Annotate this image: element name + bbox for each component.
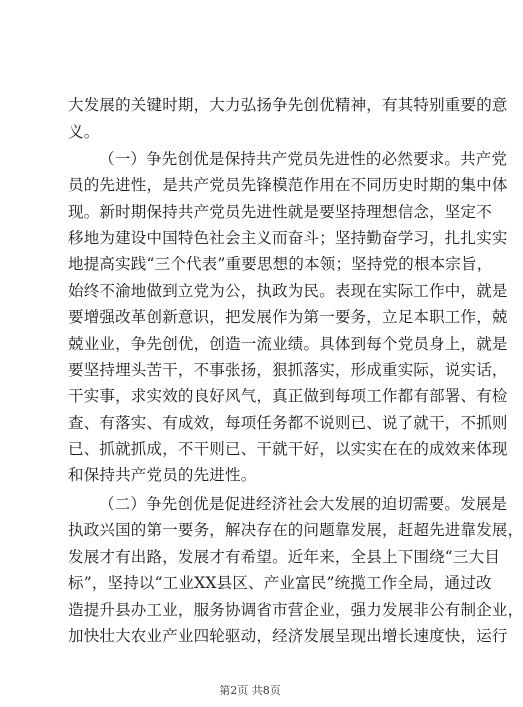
text-line: 员的先进性，是共产党员先锋模范作用在不同历史时期的集中体: [68, 176, 508, 194]
text-line: 查、有落实、有成效，每项任务都不说则已、说了就干，不抓则: [68, 414, 508, 432]
text-line: 移地为建设中国特色社会主义而奋斗；坚持勤奋学习，扎扎实实: [68, 229, 508, 247]
text-line: 执政兴国的第一要务，解决存在的问题靠发展，赶超先进靠发展，: [68, 521, 523, 539]
text-line: 义。: [68, 123, 100, 141]
text-line: 现。新时期保持共产党员先进性就是要坚持理想信念，坚定不: [68, 203, 492, 221]
paragraph-heading-1: （一）争先创优是保持共产党员先进性的必然要求。共产党: [99, 150, 508, 168]
text-line: 始终不渝地做到立党为公，执政为民。表现在实际工作中，就是: [68, 282, 508, 300]
text-line: 已、抓就抓成，不干则已、干就干好，以实实在在的成效来体现: [68, 440, 508, 458]
text-line: 造提升县办工业，服务协调省市营企业，强力发展非公有制企业，: [68, 601, 523, 619]
text-line: 大发展的关键时期，大力弘扬争先创优精神，有其特别重要的意: [68, 96, 508, 114]
text-line: 干实事，求实效的良好风气，真正做到每项工作都有部署、有检: [68, 387, 508, 405]
page-footer: 第2页 共8页: [219, 684, 281, 697]
text-line: 标”，坚持以“工业XX县区、产业富民”统揽工作全局，通过改: [68, 574, 492, 592]
text-line: 要坚持埋头苦干，不事张扬，狠抓落实，形成重实际，说实话，: [68, 361, 508, 379]
text-line: 和保持共产党员的先进性。: [68, 466, 257, 484]
text-line: 发展才有出路，发展才有希望。近年来，全县上下围绕“三大目: [68, 548, 501, 566]
paragraph-heading-2: （二）争先创优是促进经济社会大发展的迫切需要。发展是: [99, 495, 508, 513]
text-line: 兢业业，争先创优，创造一流业绩。具体到每个党员身上，就是: [68, 335, 508, 353]
text-line: 加快壮大农业产业四轮驱动，经济发展呈现出增长速度快，运行: [68, 627, 508, 645]
text-line: 要增强改革创新意识，把发展作为第一要务，立足本职工作，兢: [68, 308, 508, 326]
text-line: 地提高实践“三个代表”重要思想的本领；坚持党的根本宗旨，: [68, 255, 493, 273]
